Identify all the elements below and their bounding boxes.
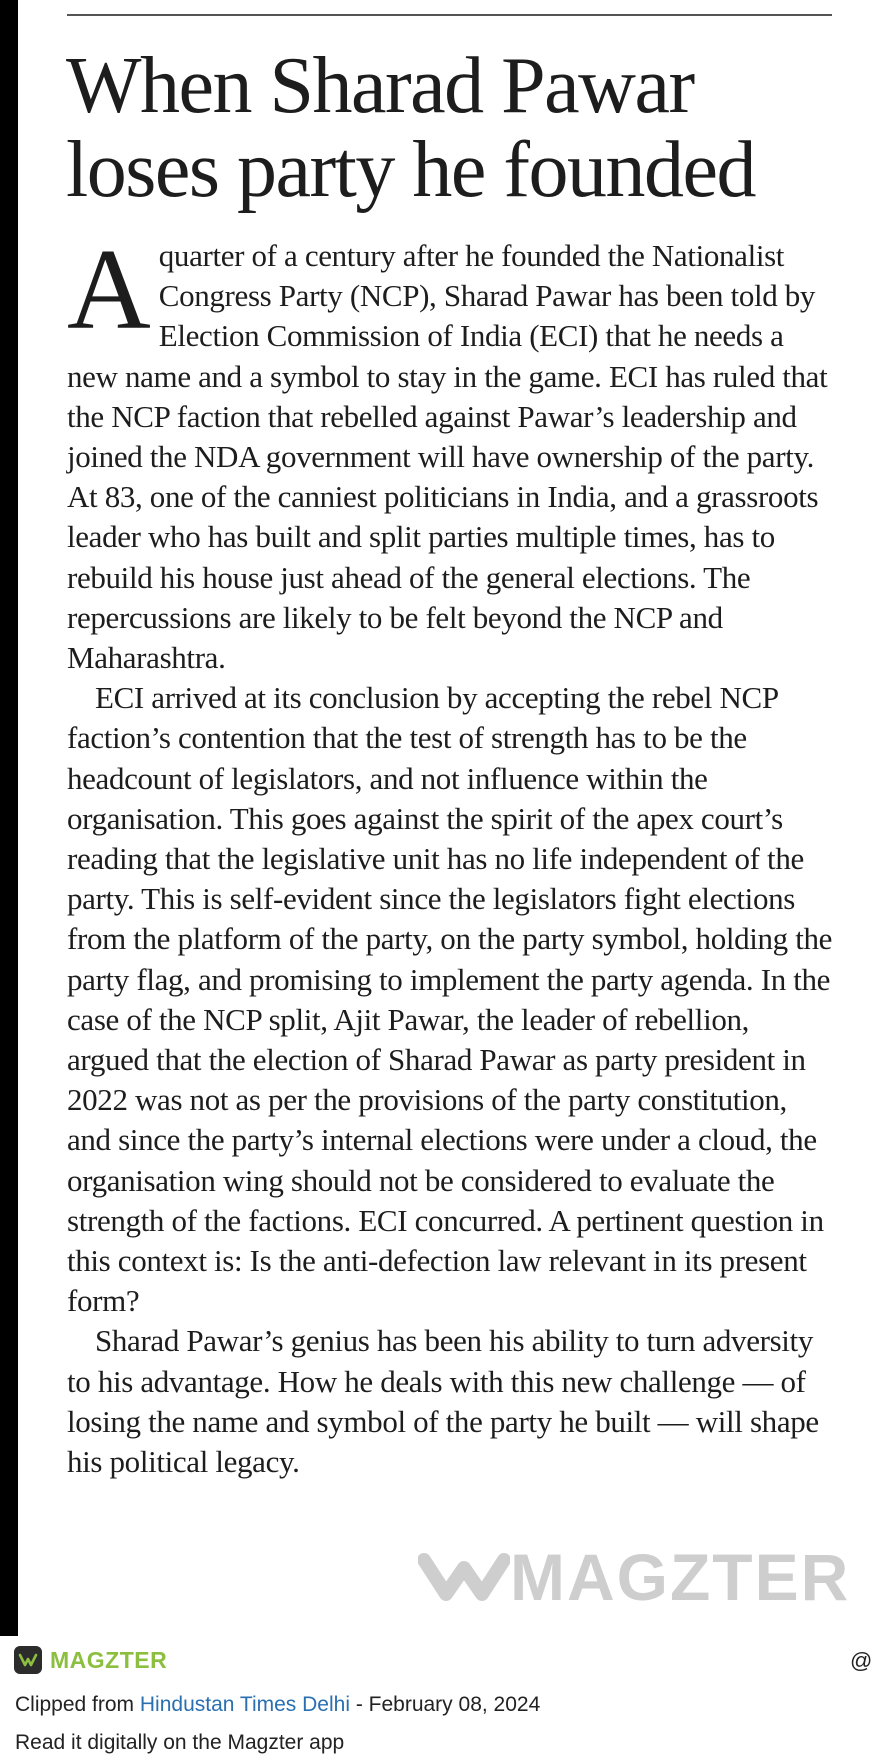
read-digitally-text: Read it digitally on the Magzter app xyxy=(15,1731,345,1754)
clipped-prefix: Clipped from xyxy=(15,1693,140,1716)
drop-cap: A xyxy=(67,226,151,354)
magzter-watermark xyxy=(418,1542,850,1612)
magzter-brand-text: MAGZTER xyxy=(50,1646,168,1673)
clip-date: - February 08, 2024 xyxy=(349,1693,541,1716)
left-black-bar xyxy=(0,0,18,1636)
article-body xyxy=(67,226,833,1482)
top-rule xyxy=(67,14,832,16)
article-paragraph-3: Sharad Pawar’s genius has been his ability to turn adversity to his advantage. How he deals with this new challenge — of losing the name and symbol of the party he built — will shape his political legacy. xyxy=(67,1323,819,1480)
clipped-from-line xyxy=(15,1693,540,1717)
magzter-logo[interactable] xyxy=(14,1645,167,1675)
article-paragraph-1 xyxy=(67,226,833,678)
watermark-logo-icon xyxy=(418,1542,510,1612)
magzter-logo-icon xyxy=(14,1646,42,1674)
paragraph-1-text: quarter of a century after he founded the Nationalist Congress Party (NCP), Sharad Pawar has been told by Election Commission of India (ECI) that he needs a new name and a symbol to stay in the game. ECI has ruled that the NCP faction that rebelled against Pawar’s leadership and joined the NDA government will have ownership of the party. At 83, one of the canniest politicians in India, and a grassroots leader who has built and split parties multiple times, has to rebuild his house just ahead of the general elections. The repercussions are likely to be felt beyond the NCP and Maharashtra. xyxy=(67,238,828,676)
at-symbol: @ xyxy=(850,1648,873,1673)
publication-link[interactable]: Hindustan Times Delhi xyxy=(139,1693,350,1716)
watermark-text: MAGZTER xyxy=(510,1540,851,1614)
article-paragraph-2: ECI arrived at its conclusion by accepting the rebel NCP faction’s contention that the test of strength has to be the headcount of legislators, and not influence within the organisation. This goes against the spirit of the apex court’s reading that the legislative unit has no life independent of the party. This is self-evident since the legislators fight elections from the platform of the party, on the party symbol, holding the party flag, and promising to implement the party agenda. In the case of the NCP split, Ajit Pawar, the leader of rebellion, argued that the election of Sharad Pawar as party president in 2022 was not as per the provisions of the party constitution, and since the party’s internal elections were under a cloud, the organisation wing should not be considered to evaluate the strength of the factions. ECI concurred. A pertinent question in this context is: Is the anti-defection law relevant in its present form? xyxy=(67,680,833,1319)
article-headline: When Sharad Pawar loses party he founded xyxy=(66,42,756,214)
